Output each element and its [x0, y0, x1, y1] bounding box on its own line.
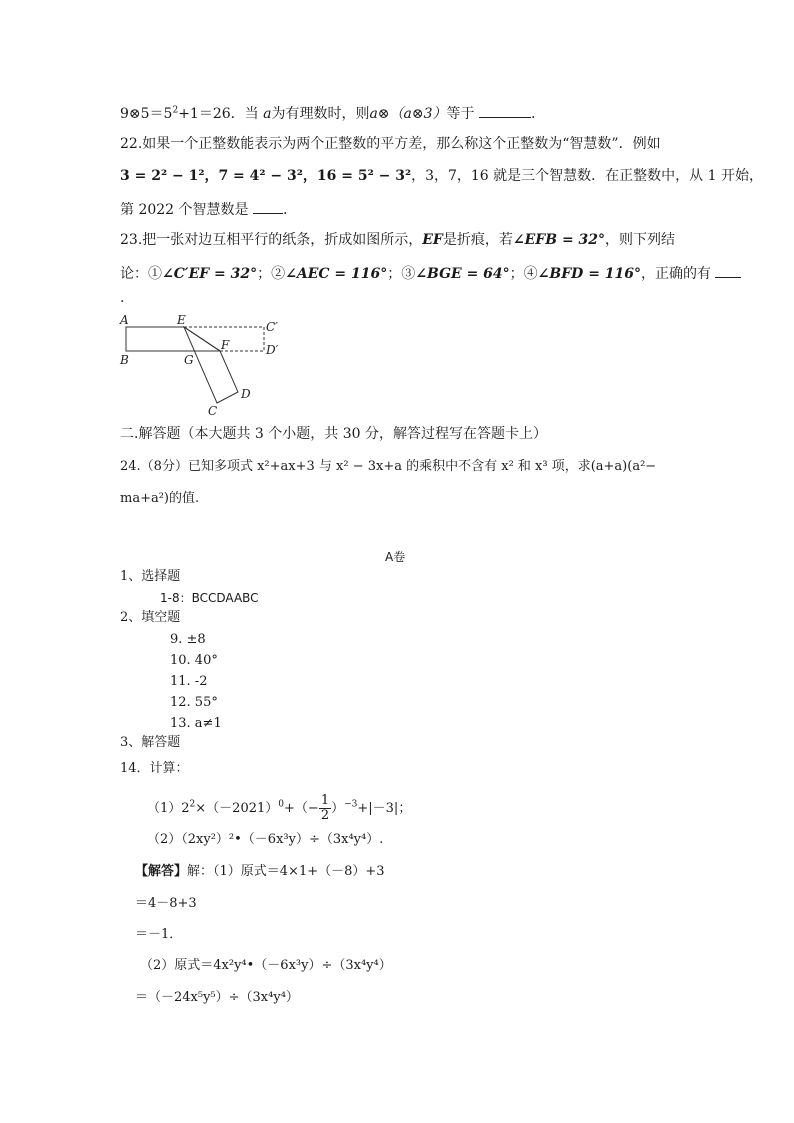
q22-line1: 22.如果一个正整数能表示为两个正整数的平方差，那么称这个正整数为“智慧数”．例如 [120, 136, 661, 152]
q14-part2: （2）（2xy²）²•（－6x³y）÷（3x⁴y⁴）. [147, 832, 384, 847]
strip-rectangle [126, 327, 220, 351]
fill-answer: 9. ±8 [170, 632, 206, 647]
q23-end: . [120, 290, 125, 306]
label-G: G [184, 353, 194, 367]
fill-answer: 10. 40° [170, 653, 218, 668]
label-D-prime: D′ [266, 343, 279, 357]
choice-answers: 1-8：BCCDAABC [160, 591, 259, 605]
fill-answer: 11. -2 [170, 674, 208, 689]
answer-blank[interactable] [715, 263, 741, 278]
section-choice: 1、选择题 [120, 569, 181, 584]
fold-diagram [112, 310, 287, 422]
label-A: A [120, 313, 129, 327]
solution-line1: 【解答】解：（1）原式＝4×1+（－8）+3 [135, 864, 385, 879]
q14-part1: $(1)2^2\times(-2021)^0+(-$ $\frac{1}{2}$ ）$^{-3}$+|－3|； [147, 793, 412, 823]
label-C-prime: C′ [266, 320, 278, 334]
fill-answer: 13. a≠1 [170, 716, 222, 731]
q14-title: 14．计算： [120, 761, 189, 776]
fraction-one-half: $\frac{1}{2}$ [320, 793, 330, 823]
label-D: D [241, 387, 251, 401]
fill-answer: 12. 55° [170, 695, 218, 710]
section-solve: 3、解答题 [120, 735, 181, 750]
q23-line1: 23.把一张对边互相平行的纸条，折成如图所示，EF是折痕，若∠EFB = 32°，则下列结 [120, 232, 676, 248]
label-C: C [208, 404, 218, 418]
q22-line2: 3 = 2² − 1²，7 = 4² − 3²，16 = 5² − 3²，3，7，16 就是三个智慧数．在正整数中，从 1 开始， [120, 168, 763, 184]
label-B: B [120, 353, 129, 367]
solution-line3: ＝－1． [135, 927, 183, 942]
solution-line2: ＝4－8+3 [135, 896, 197, 911]
answer-key-title: A卷 [385, 550, 406, 564]
q23-line2: 论：①∠C′EF = 32°；②∠AEC = 116°；③∠BGE = 64°；④∠BFD = 116°，正确的有 [120, 263, 741, 283]
answer-blank[interactable] [253, 199, 283, 214]
label-E: E [177, 313, 186, 327]
q24-line2: ma+a²)的值. [120, 491, 200, 506]
answer-blank[interactable] [479, 103, 531, 118]
section-fill: 2、填空题 [120, 610, 181, 625]
label-F: F [221, 338, 230, 352]
q24-line1: 24.（8分）已知多项式 x²+ax+3 与 x² − 3x+a 的乘积中不含有 x² 和 x³ 项，求(a+a)(a²− [120, 459, 657, 474]
q22-line3: 第 2022 个智慧数是 . [120, 199, 287, 219]
solution-line5: ＝（－24x⁵y⁵）÷（3x⁴y⁴） [135, 990, 299, 1005]
solution-line4: （2）原式＝4x²y⁴•（－6x³y）÷（3x⁴y⁴） [140, 958, 392, 973]
q21-line: $9\otimes 5=5^2+1=26$．当 a为有理数时，则a⊗（a⊗3）等于 . [120, 103, 535, 123]
section-header: 二.解答题（本大题共 3 个小题，共 30 分，解答过程写在答题卡上） [120, 426, 547, 442]
